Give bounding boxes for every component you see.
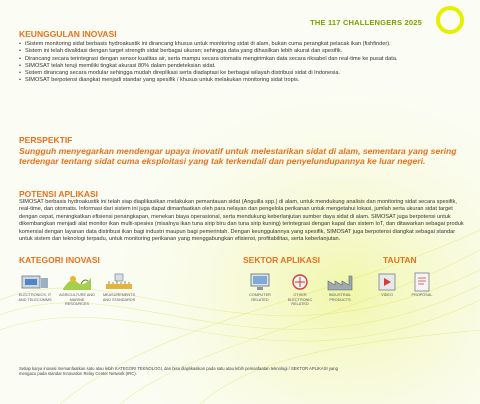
kategori-heading: KATEGORI INOVASI [19, 255, 100, 265]
perspektif-heading: PERSPEKTIF [19, 135, 73, 145]
list-item: • SIMOSAT berpotensi diangkat menjadi standar yang spesifik / khusus untuk melakukan monitoring sidat tropis. [19, 77, 465, 84]
kategori-label-agriculture: AGRICULTURE AND MARINE RESOURCES [59, 293, 95, 307]
tautan-label-proposal[interactable]: PROPOSAL [411, 293, 433, 297]
computer-icon [244, 272, 276, 292]
sektor-label-industrial: INDUSTRIAL PRODUCTS [328, 293, 352, 302]
proposal-icon[interactable] [406, 272, 438, 292]
list-item: • Sistem ini telah divalidasi dengan target strength sidat berbagai ukuran; sehingga data yang dihasilkan lebih akurat dan spesifik. [19, 48, 465, 55]
measurement-icon [103, 272, 135, 292]
video-icon[interactable] [371, 272, 403, 292]
agriculture-icon [61, 272, 93, 292]
list-item: • Dirancang secara terintegrasi dengan sensor kualitas air, serta mampu secara otomatis mengirimkan data secara riksabel dan real-time ke pusat data. [19, 56, 465, 63]
ring-logo-icon [436, 6, 464, 34]
electronics-icon [19, 272, 51, 292]
potensi-heading: POTENSI APLIKASI [19, 189, 99, 199]
tautan-heading: TAUTAN [383, 255, 417, 265]
potensi-text: SIMOSAT berbasis hydroakustik ini telah siap diaplikasikan melakukan pemantauan sidat (Anguilla spp.) di alam, untuk mendukung analisis dan monitoring sidat secara spesifik, real-time, dan otomatis. Informasi dari sistem ini juga dapat dimanfaatkan oleh para nelayan dan pengelola perikanan untuk mengetahui lokasi, jumlah serta ukuran sidat target dengan cepat, meningkatkan efisiensi penangkapan, menekan biaya operasional, serta mendukung keberlanjutan sumber daya sidat di alam. SIMOSAT juga berpotensi untuk dikembangkan menjadi alat monitor ikan multi-spesies (misalnya ikan tuna sirip biru dan tuna sirip kuning) terintegrasi dengan kapal dan sistem IoT, dan ditawarkan sebagai produk komersial dengan layanan data distribusi ikan bagi industri maupun bagi pemerintah. Dengan keunggulannya yang spesifik, SIMOSAT juga berpotensi diangkat sebagai standar untuk sistem dan teknologi terpadu, untuk monitoring perikanan yang menggabungkan efisiensi, profitabilitas, serta keberlanjutan. [19, 199, 464, 243]
sektor-label-computer: COMPUTER RELATED [249, 293, 271, 302]
perspektif-quote: Sungguh menyegarkan mendengar upaya inovatif untuk melestarikan sidat di alam, sementara yang sering terdengar tentang sidat cuma eksploitasi yang tak terkendali dan penyelundupannya ke luar negeri. [19, 146, 457, 167]
industrial-icon [324, 272, 356, 292]
footnote: Setiap karya inovasi memanfaatkan satu atau lebih KATEGORI TEKNOLOGI, dan bisa diaplikasikan pada satu atau lebih pemanfaatan teknologi / SEKTOR APLIKASI yang mengacu pada standar Innovation Relay Center Network (IRC). [19, 366, 338, 377]
list-item: • SIMOSAT telah teruji memiliki tingkat akurasi 80% dalam pendeteksian sidat. [19, 63, 465, 70]
electronic-icon [284, 272, 316, 292]
kategori-label-measurement: MEASUREMENTS AND STANDARDS [102, 293, 136, 302]
tautan-label-video[interactable]: VIDEO [381, 293, 393, 297]
keunggulan-list [19, 41, 465, 85]
list-item: • Sistem dirancang secara modular sehingga mudah direplikasi serta diadaptasi ke berbagai wilayah distribusi sidat di Indonesia. [19, 70, 465, 77]
sektor-heading: SEKTOR APLIKASI [243, 255, 320, 265]
kategori-label-electronics: ELECTRONICS, IT AND TELECOMMS [18, 293, 52, 302]
keunggulan-heading: KEUNGGULAN INOVASI [19, 29, 117, 39]
sektor-label-electronic: OTHER ELECTRONIC RELATED [287, 293, 313, 307]
page-header-title: THE 117 CHALLENGERS 2025 [310, 18, 422, 27]
list-item: • iSistem monitoring sidat berbasis hydroakustik ini dirancang khusus untuk monitoring sidat di alam, bukan cuma perangkat pelacak ikan (fishfinder). [19, 41, 465, 48]
